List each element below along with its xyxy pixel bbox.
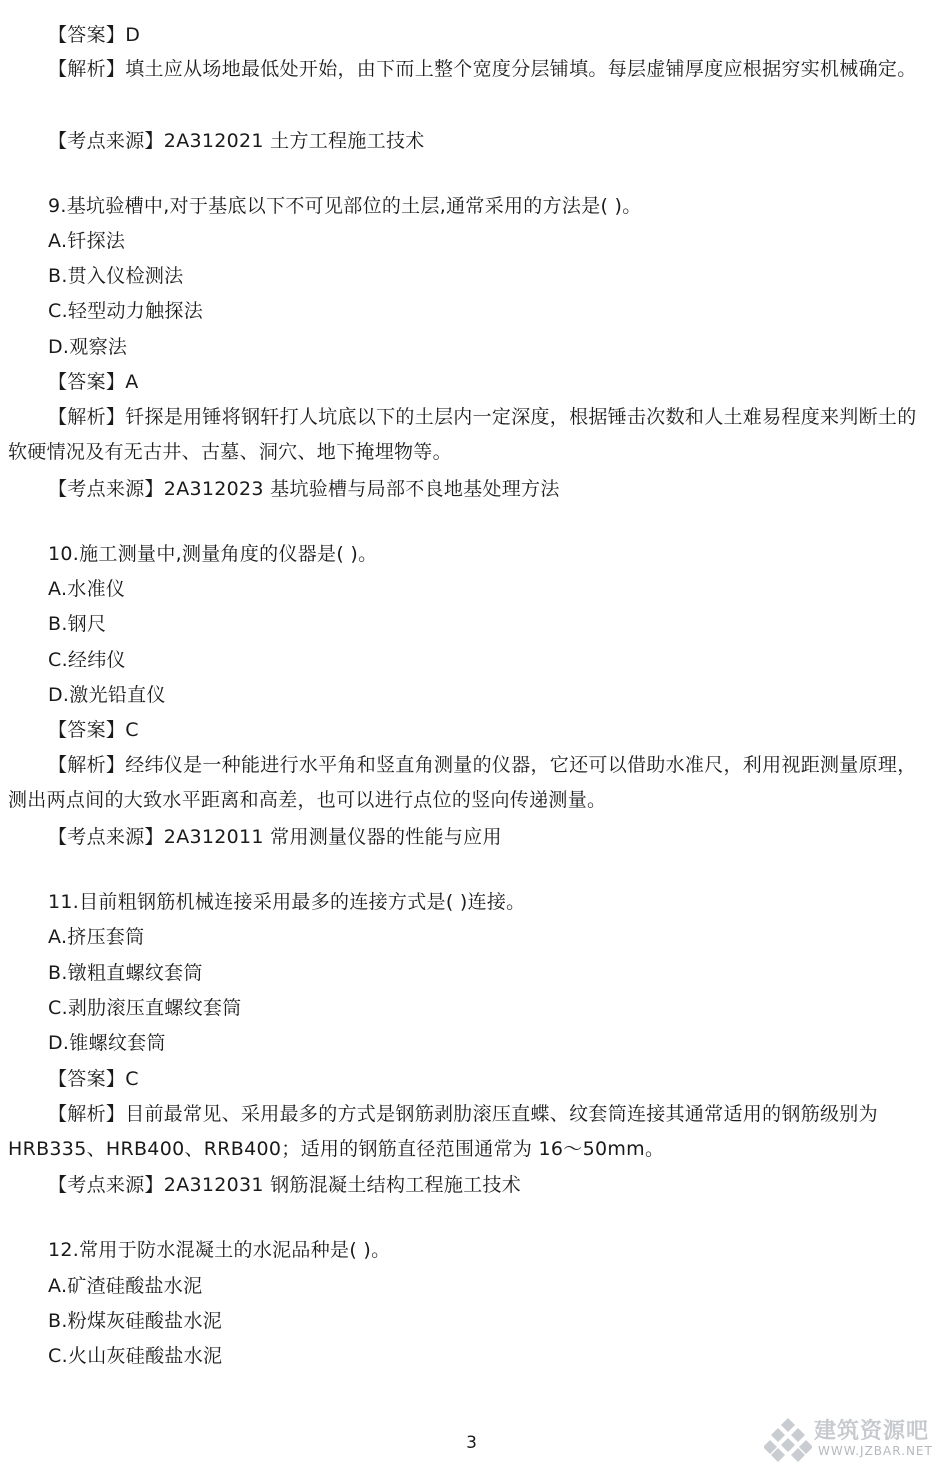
question-stem: 9.基坑验槽中,对于基底以下不可见部位的土层,通常采用的方法是( )。 (48, 195, 642, 217)
option-d: D.锥螺纹套筒 (48, 1032, 166, 1054)
source-line: 【考点来源】2A312031 钢筋混凝土结构工程施工技术 (48, 1174, 522, 1196)
option-b: B.镦粗直螺纹套筒 (48, 962, 203, 984)
analysis-text: 【解析】填土应从场地最低处开始，由下而上整个宽度分层铺填。每层虚铺厚度应根据穷实机械确定。 (48, 58, 917, 80)
source-line: 【考点来源】2A312011 常用测量仪器的性能与应用 (48, 826, 502, 848)
question-stem: 10.施工测量中,测量角度的仪器是( )。 (48, 543, 378, 565)
option-b: B.粉煤灰硅酸盐水泥 (48, 1310, 223, 1332)
question-stem: 11.目前粗钢筋机械连接采用最多的连接方式是( )连接。 (48, 891, 526, 913)
watermark-url: WWW.JZBAR.NET (818, 1444, 933, 1458)
option-c: C.轻型动力触探法 (48, 300, 204, 322)
option-a: A.挤压套筒 (48, 926, 145, 948)
watermark (764, 1412, 939, 1464)
answer-line: 【答案】C (48, 719, 139, 741)
option-b: B.贯入仪检测法 (48, 265, 184, 287)
option-d: D.观察法 (48, 336, 128, 358)
question-stem: 12.常用于防水混凝土的水泥品种是( )。 (48, 1239, 391, 1261)
diamond-grid-logo-icon (764, 1416, 812, 1464)
answer-line: 【答案】A (48, 371, 139, 393)
answer-line: 【答案】D (48, 24, 141, 46)
analysis-text: 【解析】经纬仪是一种能进行水平角和竖直角测量的仪器，它还可以借助水准尺，利用视距测量原理，测出两点间的大致水平距离和高差，也可以进行点位的竖向传递测量。 (8, 754, 917, 811)
option-a: A.钎探法 (48, 230, 126, 252)
option-b: B.钢尺 (48, 613, 107, 635)
option-a: A.水准仪 (48, 578, 126, 600)
analysis-text: 【解析】目前最常见、采用最多的方式是钢筋剥肋滚压直蝶、纹套筒连接其通常适用的钢筋级别为 HRB335、HRB400、RRB400；适用的钢筋直径范围通常为 16～50mm。 (8, 1103, 878, 1160)
source-line: 【考点来源】2A312021 土方工程施工技术 (48, 130, 425, 152)
watermark-title: 建筑资源吧 (814, 1419, 930, 1444)
option-a: A.矿渣硅酸盐水泥 (48, 1275, 203, 1297)
option-c: C.经纬仪 (48, 649, 126, 671)
option-c: C.剥肋滚压直螺纹套筒 (48, 997, 242, 1019)
analysis-text: 【解析】钎探是用锤将钢轩打人坑底以下的土层内一定深度，根据锤击次数和人土难易程度来判断土的软硬情况及有无古井、古墓、洞穴、地下掩埋物等。 (8, 406, 917, 463)
source-line: 【考点来源】2A312023 基坑验槽与局部不良地基处理方法 (48, 478, 560, 500)
answer-line: 【答案】C (48, 1068, 139, 1090)
option-c: C.火山灰硅酸盐水泥 (48, 1345, 223, 1367)
page-number: 3 (466, 1433, 477, 1453)
option-d: D.激光铅直仪 (48, 684, 166, 706)
